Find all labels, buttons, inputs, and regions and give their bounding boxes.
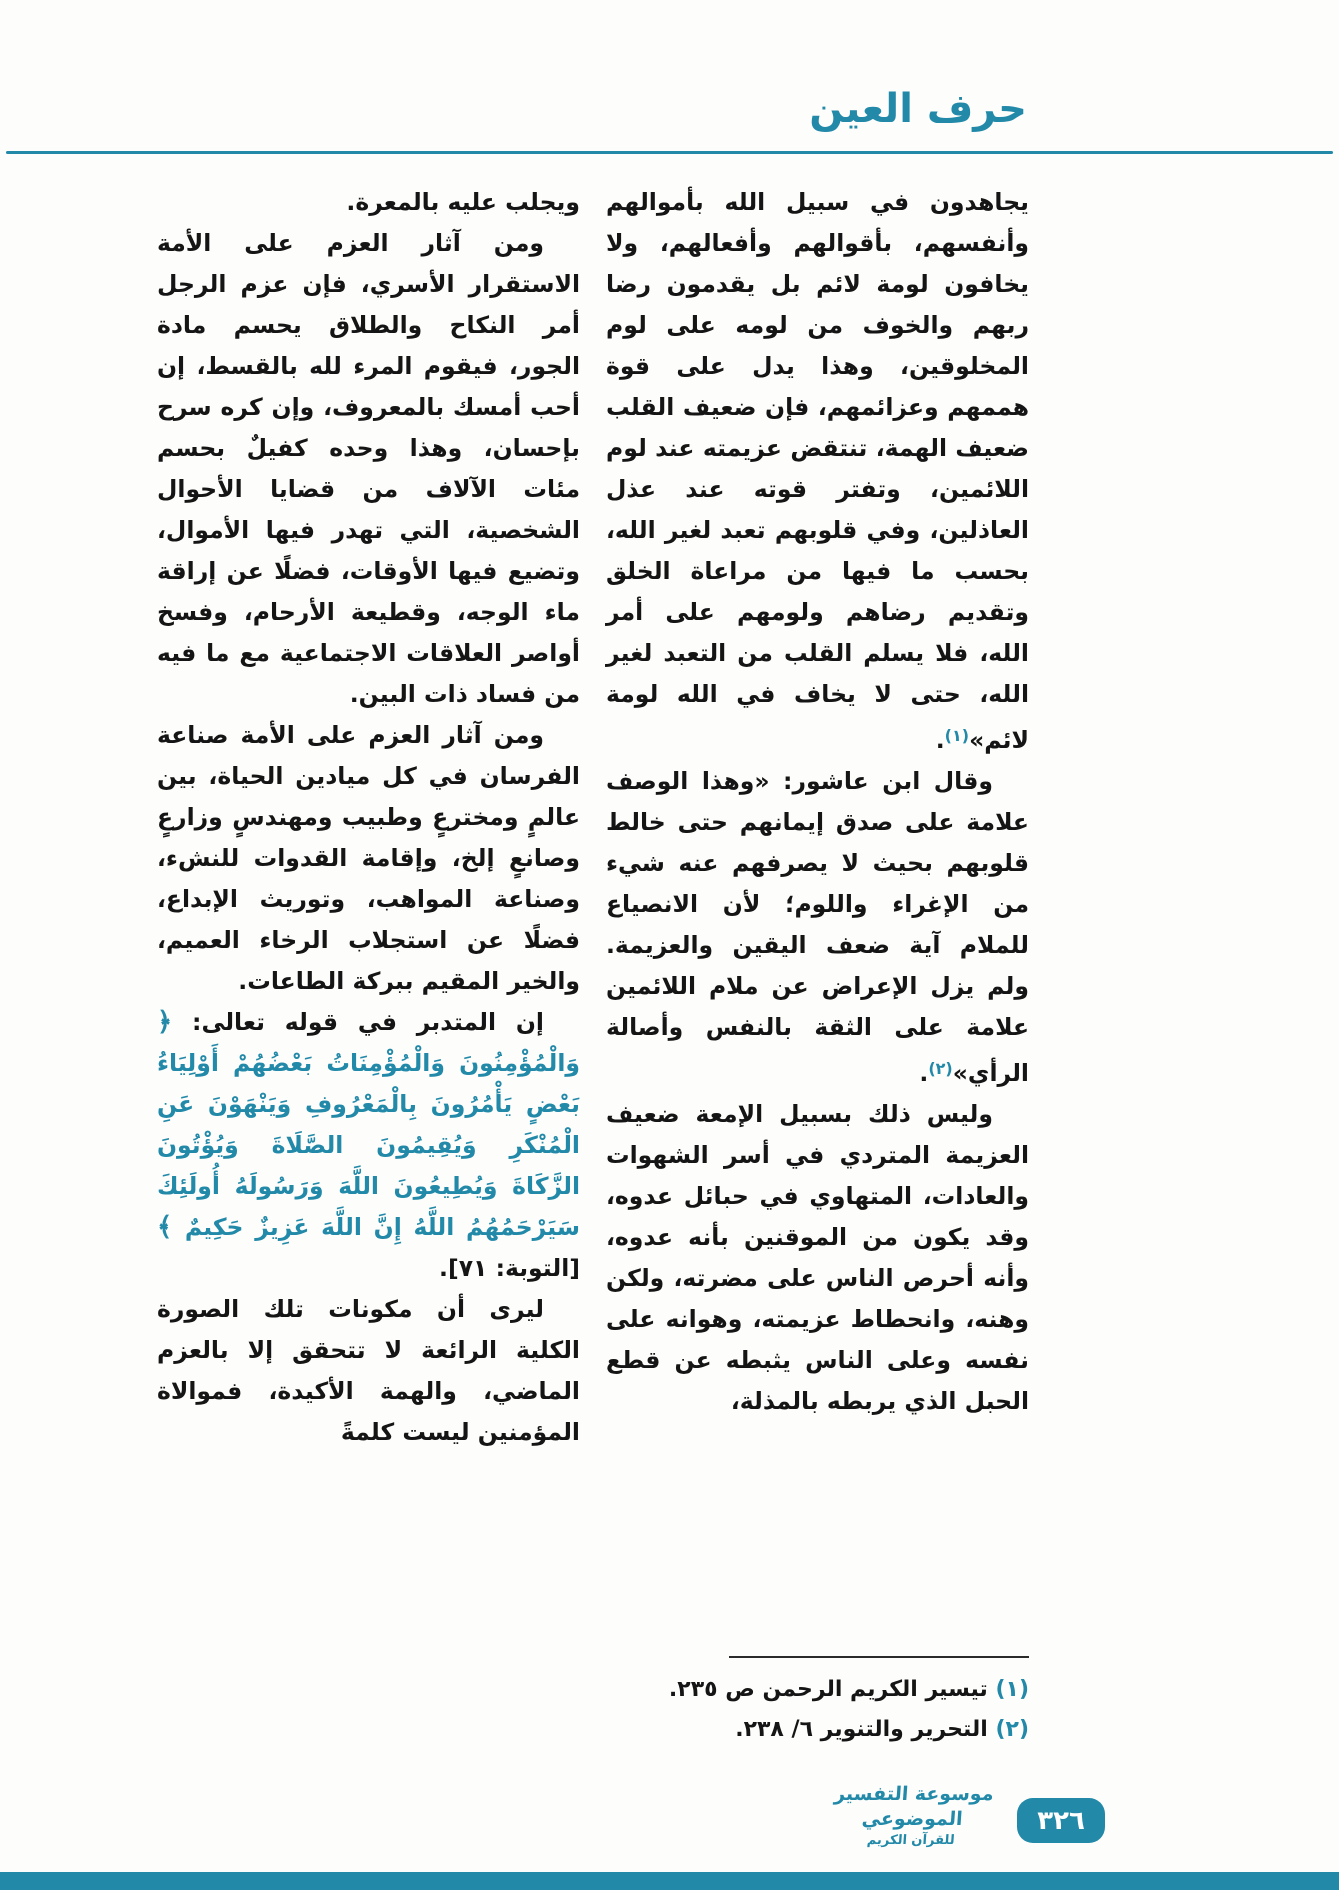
publisher-logo-title: موسوعة التفسير الموضوعي: [833, 1783, 995, 1830]
footnote-marker: (٢): [928, 1059, 953, 1078]
body-text: .: [919, 1059, 929, 1087]
quran-verse: وَالْمُؤْمِنُونَ وَالْمُؤْمِنَاتُ بَعْضُهُمْ أَوْلِيَاءُ بَعْضٍ يَأْمُرُونَ بِالْمَعْرُوفِ وَيَنْهَوْنَ عَنِ الْمُنْكَرِ وَيُقِيمُونَ الصَّلَاةَ وَيُؤْتُونَ الزَّكَاةَ وَيُطِيعُونَ اللَّهَ وَرَسُولَهُ أُولَئِكَ سَيَرْحَمُهُمُ اللَّهُ إِنَّ اللَّهَ عَزِيزٌ حَكِيمٌ: [157, 1049, 580, 1241]
footnote: [389, 1710, 1029, 1750]
footnote-divider: [729, 1656, 1029, 1658]
column-right: [606, 182, 1029, 1644]
paragraph: [606, 1094, 1029, 1422]
footnote: [389, 1670, 1029, 1710]
page-number-badge: [1017, 1798, 1105, 1843]
chapter-heading: حرف العين: [809, 86, 1027, 132]
page-number: ٣٢٦: [1037, 1805, 1085, 1836]
body-text: يجاهدون في سبيل الله بأموالهم وأنفسهم، بأقوالهم وأفعالهم، ولا يخافون لومة لائم بل يقدمون رضا ربهم والخوف من لومه على لوم المخلوقين، وهذا يدل على قوة هممهم وعزائمهم، فإن ضعيف القلب ضعيف الهمة، تنتقض عزيمته عند لوم اللائمين، وتفتر قوته عند عذل العاذلين، وفي قلوبهم تعبد لغير الله، بحسب ما فيها من مراعاة الخلق وتقديم رضاهم ولومهم على أمر الله، فلا يسلم القلب من التعبد لغير الله، حتى لا يخاف في الله لومة لائم»: [606, 188, 1029, 754]
body-text: [التوبة: ٧١].: [439, 1254, 580, 1282]
body-text: وليس ذلك بسبيل الإمعة ضعيف العزيمة المتردي في أسر الشهوات والعادات، المتهاوي في حبائل عدوه، وقد يكون من الموقنين بأنه عدوه، وأنه أحرص الناس على مضرته، ولكن وهنه، وانحطاط عزيمته، وهوانه على نفسه وعلى الناس يثبطه عن قطع الحبل الذي يربطه بالمذلة،: [606, 1100, 1029, 1415]
body-text: ويجلب عليه بالمعرة.: [346, 188, 580, 216]
body-text: ليرى أن مكونات تلك الصورة الكلية الرائعة لا تتحقق إلا بالعزم الماضي، والهمة الأكيدة، فموالاة المؤمنين ليست كلمةً: [157, 1295, 580, 1446]
body-text: .: [935, 726, 945, 754]
publisher-logo: [823, 1782, 1003, 1848]
page-content: [157, 182, 1029, 1644]
paragraph: [157, 1002, 580, 1289]
footnote-number: (٢): [987, 1717, 1029, 1742]
footnote-text: تيسير الكريم الرحمن ص ٢٣٥.: [668, 1677, 988, 1702]
paragraph: [157, 1289, 580, 1453]
paragraph: [157, 182, 580, 223]
body-text: ومن آثار العزم على الأمة صناعة الفرسان في كل ميادين الحياة، بين عالمٍ ومخترعٍ وطبيب ومهندسٍ وزارعٍ وصانعٍ إلخ، وإقامة القدوات للنشء، وصناعة المواهب، وتوريث الإبداع، فضلًا عن استجلاب الرخاء العميم، والخير المقيم ببركة الطاعات.: [157, 721, 580, 995]
verse-close-bracket: ﴾: [157, 1212, 185, 1242]
footnote-text: التحرير والتنوير ٦/ ٢٣٨.: [735, 1717, 988, 1742]
paragraph: [606, 182, 1029, 761]
publisher-logo-subtitle: للقرآن الكريم: [866, 1833, 956, 1849]
body-text: إن المتدبر في قوله تعالى:: [172, 1008, 544, 1036]
verse-open-bracket: ﴿: [157, 1007, 173, 1037]
paragraph: [606, 761, 1029, 1094]
header-divider: [6, 151, 1333, 154]
footnote-number: (١): [987, 1677, 1029, 1702]
column-left: [157, 182, 580, 1644]
body-text: وقال ابن عاشور: «وهذا الوصف علامة على صدق إيمانهم حتى خالط قلوبهم بحيث لا يصرفهم عنه شيء من الإغراء واللوم؛ لأن الانصياع للملام آية ضعف اليقين والعزيمة. ولم يزل الإعراض عن ملام اللائمين علامة على الثقة بالنفس وأصالة الرأي»: [606, 767, 1029, 1087]
footer-band: [0, 1872, 1339, 1890]
paragraph: [157, 223, 580, 715]
footnotes: [389, 1670, 1029, 1750]
paragraph: [157, 715, 580, 1002]
body-text: ومن آثار العزم على الأمة الاستقرار الأسري، فإن عزم الرجل أمر النكاح والطلاق يحسم مادة الجور، فيقوم المرء لله بالقسط، إن أحب أمسك بالمعروف، وإن كره سرح بإحسان، وهذا وحده كفيلٌ بحسم مئات الآلاف من قضايا الأحوال الشخصية، التي تهدر فيها الأموال، وتضيع فيها الأوقات، فضلًا عن إراقة ماء الوجه، وقطيعة الأرحام، وفسخ أواصر العلاقات الاجتماعية مع ما فيه من فساد ذات البين.: [157, 229, 580, 708]
footnote-marker: (١): [944, 726, 970, 745]
